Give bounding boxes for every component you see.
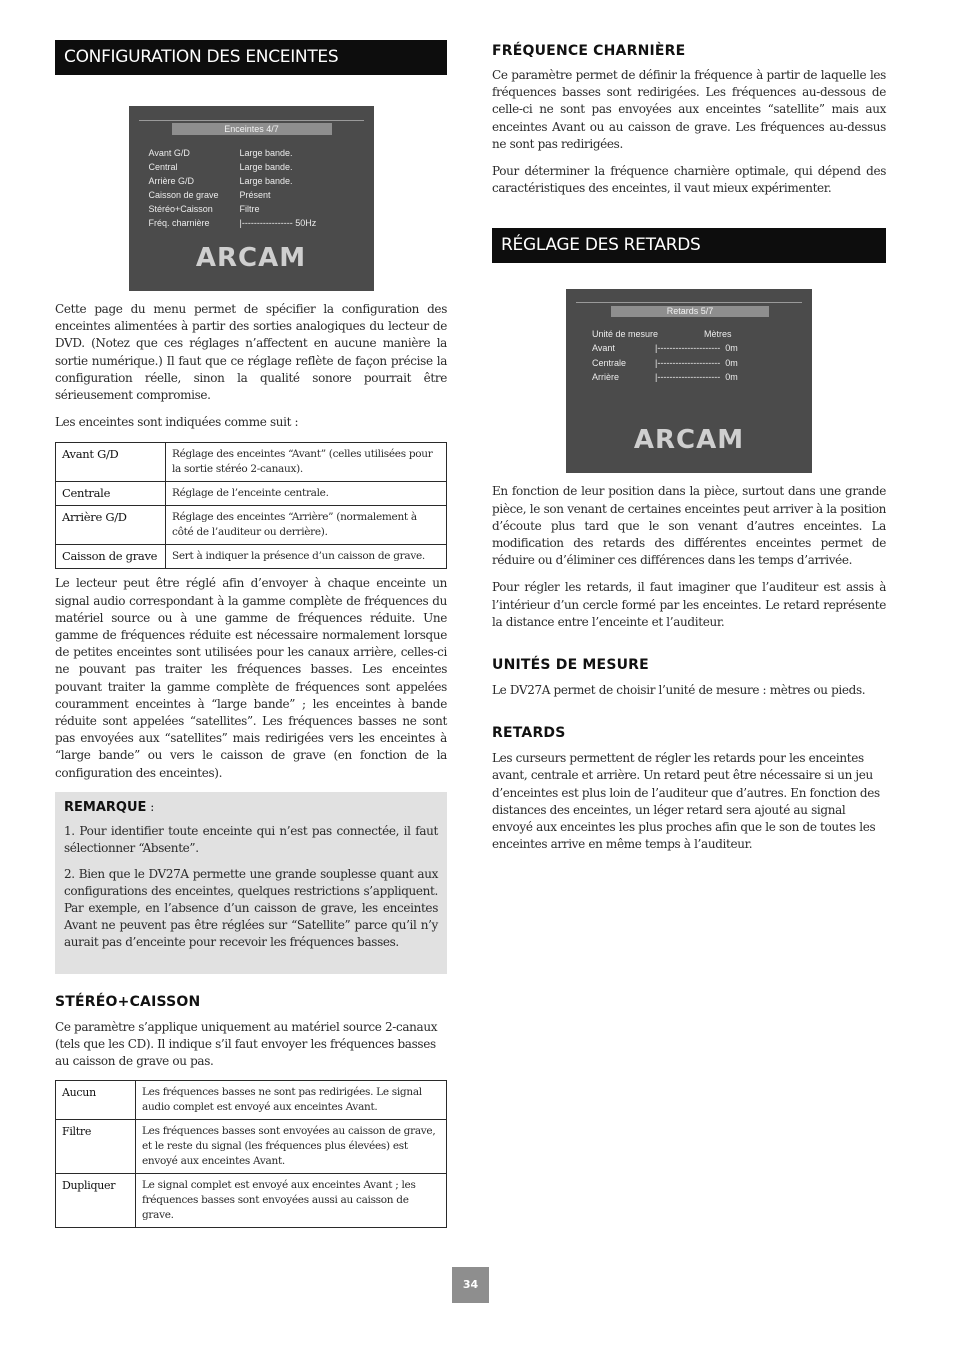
crossover-sub-heading: FRÉQUENCE CHARNIÈRE — [492, 43, 686, 59]
arcam-logo: ARCAM — [633, 425, 745, 456]
screen-row-value: Mètres — [704, 329, 732, 340]
table-row — [56, 1174, 447, 1228]
table-key: Centrale — [56, 482, 166, 506]
note-heading-colon: : — [146, 799, 155, 814]
table-key: Aucun — [56, 1081, 136, 1120]
screen-row-value: |--------------------- 0m — [655, 343, 738, 354]
note-item-1: 1. Pour identifier toute enceinte qui n’est pas connectée, il faut sélectionner “Absente”. — [64, 823, 438, 855]
note-heading-text: REMARQUE — [64, 799, 147, 815]
screen-row-value: Filtre — [239, 204, 260, 214]
screen-row-value: |--------------------- 0m — [655, 358, 738, 369]
units-paragraph: Le DV27A permet de choisir l’unité de mesure : mètres ou pieds. — [492, 683, 866, 698]
screen-row-label: Centrale — [592, 358, 627, 369]
screen-row-label: Fréq. charnière — [148, 218, 210, 228]
table-row — [56, 443, 447, 482]
screen-title: Retards 5/7 — [611, 306, 769, 317]
crossover-paragraph-1: Ce paramètre permet de définir la fréquence à partir de laquelle les fréquences basses sont redirigées. Les fréquences au-dessous de celle-ci ne sont pas envoyées aux enceintes “satellite” mais aux enceintes Avant ou au caisson de grave. Les fréquences au-dessus ne sont pas redirigées. — [492, 68, 886, 151]
stereo-options-table — [55, 1080, 447, 1228]
table-row — [56, 506, 447, 545]
section-banner-delays: RÉGLAGE DES RETARDS — [492, 228, 886, 263]
note-item-2: 2. Bien que le DV27A permette une grande souplesse quant aux configurations des enceintes, quelques restrictions s’appliquent. Par exemple, en l’absence d’un caisson de grave, les enceintes Avant ne peuvent pas être réglées sur “Satellite” parce qu’il n’y aurait pas d’enceinte pour recevoir les fréquences basses. — [64, 866, 438, 949]
note-box — [55, 792, 447, 974]
screen-row-label: Stéréo+Caisson — [148, 204, 213, 214]
screen-row-value: |--------------------- 0m — [655, 372, 738, 383]
screen-row-label: Unité de mesure — [592, 329, 659, 340]
screen-row-label: Avant G/D — [148, 148, 190, 158]
speakers-table — [55, 442, 447, 569]
screen-row-label: Central — [148, 162, 178, 172]
table-value: Les fréquences basses ne sont pas redirigées. Le signal audio complet est envoyé aux enceintes Avant. — [136, 1081, 447, 1120]
screen-row-label: Arrière — [592, 372, 620, 383]
left-column — [55, 40, 447, 1234]
screen-row-value: Présent — [239, 190, 271, 200]
table-key: Avant G/D — [56, 443, 166, 482]
screen-row-value: Large bande. — [239, 148, 293, 158]
menu-screen-delays — [566, 289, 812, 473]
screen-rule — [139, 120, 364, 121]
table-value: Le signal complet est envoyé aux enceintes Avant ; les fréquences basses sont envoyées aussi au caisson de grave. — [136, 1174, 447, 1228]
menu-screen-speakers — [129, 106, 374, 291]
table-value: Réglage des enceintes “Arrière” (normalement à côté de l’auditeur ou derrière). — [166, 506, 447, 545]
table-key: Dupliquer — [56, 1174, 136, 1228]
screen-title: Enceintes 4/7 — [172, 123, 332, 135]
screen-row-label: Avant — [592, 343, 615, 354]
table-key: Arrière G/D — [56, 506, 166, 545]
page-number: 34 — [452, 1267, 489, 1303]
crossover-paragraph-2: Pour déterminer la fréquence charnière optimale, qui dépend des caractéristiques des enceintes, il vaut mieux expérimenter. — [492, 164, 886, 196]
screen-row-value: |----------------- 50Hz — [239, 218, 317, 228]
speakers-listed-paragraph: Les enceintes sont indiquées comme suit : — [55, 415, 299, 430]
stereo-sub-heading: STÉRÉO+CAISSON — [55, 993, 201, 1010]
table-row — [56, 545, 447, 569]
table-row — [56, 482, 447, 506]
section-banner-speaker-config: CONFIGURATION DES ENCEINTES — [55, 40, 447, 75]
screen-row-label: Caisson de grave — [148, 190, 219, 200]
intro-paragraph: Cette page du menu permet de spécifier la configuration des enceintes alimentées à partir des sorties analogiques du lecteur de DVD. (Notez que ces réglages n’affectent en aucune manière la sortie numérique.) Il faut que ce réglage reflète de façon précise la configuration réelle, sinon la qualité sonore pourrait être sérieusement compromise. — [55, 302, 447, 403]
arcam-logo: ARCAM — [195, 243, 307, 273]
note-heading — [64, 800, 438, 815]
units-sub-heading: UNITÉS DE MESURE — [492, 657, 649, 674]
table-key: Caisson de grave — [56, 545, 166, 569]
stereo-paragraph: Ce paramètre s’applique uniquement au matériel source 2-canaux (tels que les CD). Il indique s’il faut envoyer les fréquences basses au caisson de grave ou pas. — [55, 1019, 438, 1069]
delays-paragraph: Les curseurs permettent de régler les retards pour les enceintes avant, centrale et arrière. Un retard peut être nécessaire si un jeu d’enceintes est plus loin de l’auditeur que d’autres. En fonction des distances des enceintes, un léger retard sera ajouté au signal envoyé aux enceintes les plus proches afin que le son de toutes les enceintes arrive en même temps à l’auditeur. — [492, 751, 880, 852]
bandwidth-paragraph: Le lecteur peut être réglé afin d’envoyer à chaque enceinte un signal audio correspondant à la gamme complète de fréquences du matériel source ou à une gamme de fréquences réduite. Une gamme de fréquences réduite est nécessaire normalement lorsque de petites enceintes sont utilisées pour les canaux arrière, celles-ci ne pouvant pas traiter les fréquences basses. Les enceintes pouvant traiter la gamme complète de fréquences sont appelées couramment enceintes à “large bande” ; les enceintes à bande réduite sont appelées “satellites”. Les fréquences basses ne sont pas envoyées aux “satellites” mais redirigées vers les enceintes à “large bande” ou vers le caisson de grave (en fonction de la configuration des enceintes). — [55, 576, 447, 780]
screen-rule — [576, 302, 802, 303]
right-column — [492, 43, 886, 863]
screen-row-value: Large bande. — [239, 176, 293, 186]
delays-sub-heading: RETARDS — [492, 725, 566, 742]
delay-paragraph-1: En fonction de leur position dans la pièce, surtout dans une grande pièce, le son venant de certaines enceintes peut arriver à la position d’écoute plus tard que le son venant d’autres enceintes. La modification des retards des différentes enceintes permet de réduire ou d’éliminer ces différences dans les temps d’arrivée. — [492, 484, 886, 568]
table-row — [56, 1081, 447, 1120]
table-value: Réglage de l’enceinte centrale. — [166, 482, 447, 506]
table-value: Les fréquences basses sont envoyées au caisson de grave, et le reste du signal (les fréquences plus élevées) est envoyé aux enceintes Avant. — [136, 1120, 447, 1174]
table-value: Réglage des enceintes “Avant” (celles utilisées pour la sortie stéréo 2-canaux). — [166, 443, 447, 482]
table-row — [56, 1120, 447, 1174]
screen-row-value: Large bande. — [239, 162, 293, 172]
table-key: Filtre — [56, 1120, 136, 1174]
screen-row-label: Arrière G/D — [148, 176, 195, 186]
delay-paragraph-2: Pour régler les retards, il faut imaginer que l’auditeur est assis à l’intérieur d’un cercle formé par les enceintes. Le retard représente la distance entre l’enceinte et l’auditeur. — [492, 580, 886, 629]
table-value: Sert à indiquer la présence d’un caisson de grave. — [166, 545, 447, 569]
